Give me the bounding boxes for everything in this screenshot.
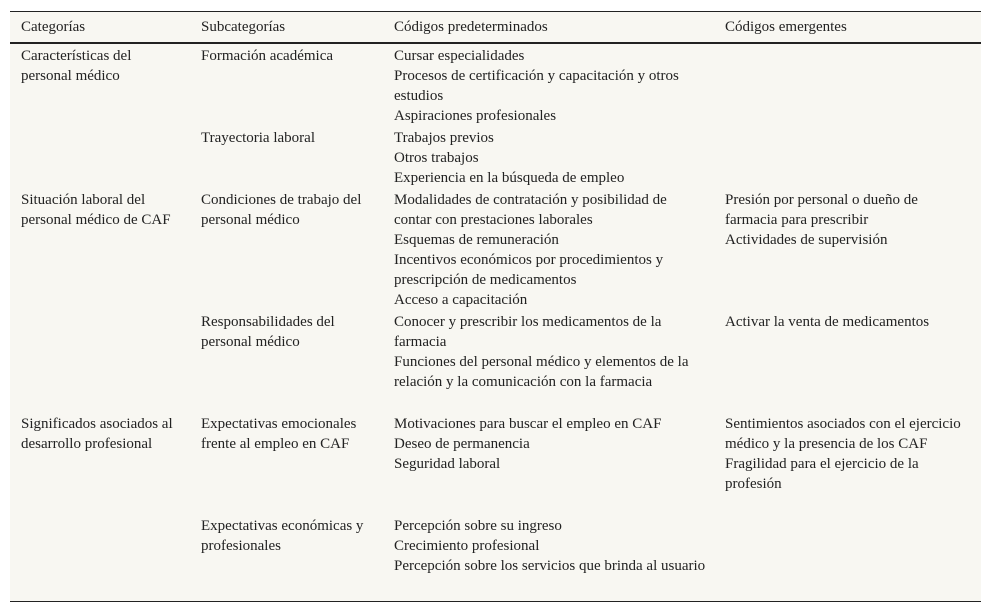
- categoria-cell: [10, 310, 190, 412]
- code-item: Modalidades de contratación y posibilidad de contar con prestaciones laborales: [394, 192, 667, 228]
- subcategoria-cell: Expectativas económicas y profesionales: [201, 518, 364, 554]
- code-item: Sentimientos asociados con el ejercicio médico y la presencia de los CAF: [725, 416, 961, 452]
- code-item: Actividades de supervisión: [725, 232, 888, 248]
- emergentes-cell: [714, 514, 981, 600]
- table-row: [10, 412, 981, 514]
- header-emergentes: Códigos emergentes: [714, 12, 981, 43]
- table-row: [10, 310, 981, 412]
- code-item: Funciones del personal médico y elementos de la relación y la comunicación con la farmacia: [394, 354, 689, 390]
- code-item: Otros trabajos: [394, 150, 479, 166]
- subcategoria-cell: Responsabilidades del personal médico: [201, 314, 335, 350]
- subcategoria-cell: Trayectoria laboral: [201, 130, 315, 146]
- predeterminados-cell: [383, 188, 714, 310]
- code-item: Acceso a capacitación: [394, 292, 528, 308]
- emergentes-cell: [714, 43, 981, 126]
- code-item: Experiencia en la búsqueda de empleo: [394, 170, 625, 186]
- categoria-cell: Significados asociados al desarrollo profesional: [21, 416, 173, 452]
- predeterminados-cell: [383, 126, 714, 188]
- emergentes-cell: [714, 310, 981, 412]
- categoria-cell: Situación laboral del personal médico de CAF: [21, 192, 171, 228]
- emergentes-cell: [714, 412, 981, 514]
- categoria-cell: [10, 126, 190, 188]
- table-row: [10, 126, 981, 188]
- subcategoria-cell: Formación académica: [201, 48, 334, 64]
- categoria-cell: Características del personal médico: [21, 48, 132, 84]
- subcategoria-cell: Condiciones de trabajo del personal médico: [201, 192, 362, 228]
- code-item: Trabajos previos: [394, 130, 494, 146]
- predeterminados-cell: [383, 412, 714, 514]
- code-item: Cursar especialidades: [394, 48, 525, 64]
- code-item: Fragilidad para el ejercicio de la profesión: [725, 456, 919, 492]
- categoria-cell: [10, 514, 190, 600]
- code-item: Presión por personal o dueño de farmacia para prescribir: [725, 192, 918, 228]
- code-item: Conocer y prescribir los medicamentos de la farmacia: [394, 314, 662, 350]
- code-item: Percepción sobre su ingreso: [394, 518, 562, 534]
- predeterminados-cell: [383, 43, 714, 126]
- code-item: Activar la venta de medicamentos: [725, 314, 930, 330]
- table-row: [10, 514, 981, 600]
- header-subcategorias: Subcategorías: [190, 12, 383, 43]
- predeterminados-cell: [383, 514, 714, 600]
- code-item: Esquemas de remuneración: [394, 232, 559, 248]
- emergentes-cell: [714, 126, 981, 188]
- code-item: Motivaciones para buscar el empleo en CAF: [394, 416, 662, 432]
- header-predeterminados: Códigos predeterminados: [383, 12, 714, 43]
- code-item: Incentivos económicos por procedimientos y prescripción de medicamentos: [394, 252, 664, 288]
- code-item: Crecimiento profesional: [394, 538, 540, 554]
- table-header-row: [10, 12, 981, 43]
- emergentes-cell: [714, 188, 981, 310]
- table-row: [10, 43, 981, 126]
- codes-table-container: [10, 11, 981, 602]
- codes-table: [10, 12, 981, 600]
- code-item: Aspiraciones profesionales: [394, 108, 557, 124]
- predeterminados-cell: [383, 310, 714, 412]
- table-row: [10, 188, 981, 310]
- code-item: Procesos de certificación y capacitación y otros estudios: [394, 68, 679, 104]
- code-item: Percepción sobre los servicios que brinda al usuario: [394, 558, 706, 574]
- table-body: [10, 43, 981, 600]
- code-item: Seguridad laboral: [394, 456, 501, 472]
- header-categorias: Categorías: [10, 12, 190, 43]
- subcategoria-cell: Expectativas emocionales frente al empleo en CAF: [201, 416, 357, 452]
- code-item: Deseo de permanencia: [394, 436, 530, 452]
